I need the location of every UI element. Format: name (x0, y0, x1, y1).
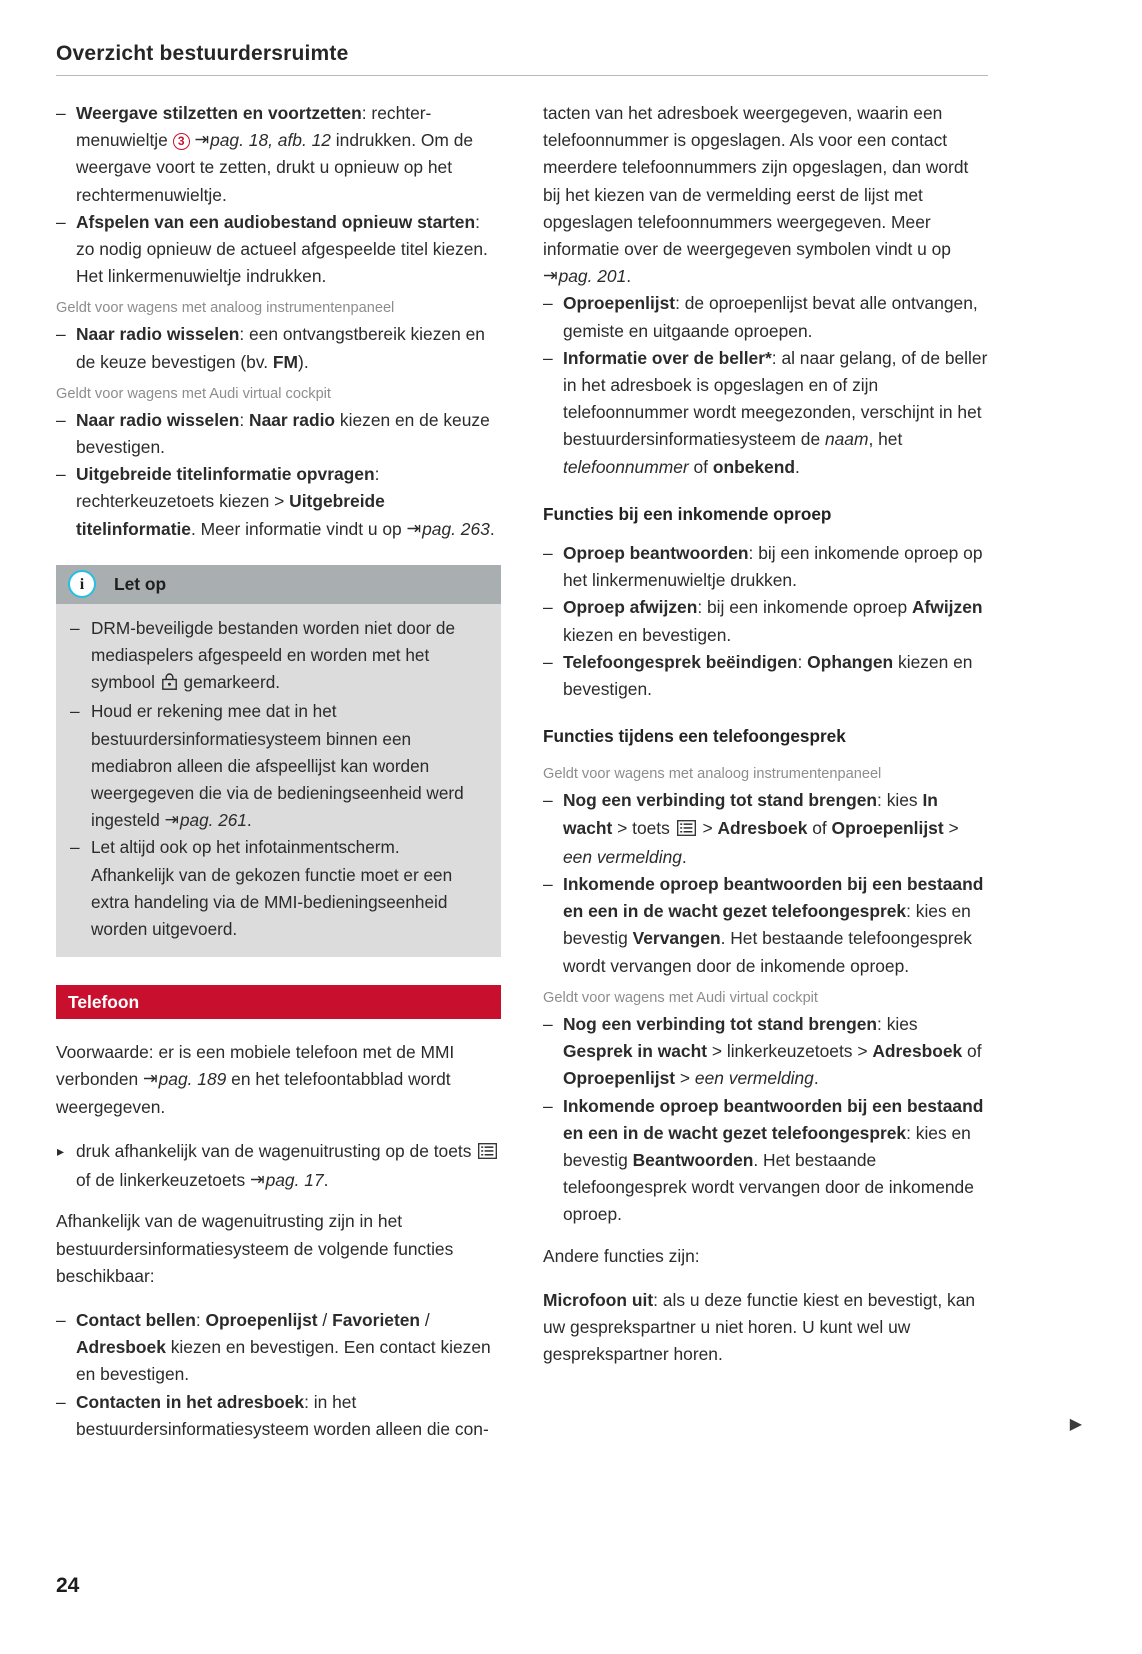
xref-arrow-icon: ⇥ (543, 265, 558, 286)
action-text-end: . (323, 1170, 329, 1191)
bullet-text-end: kiezen en bevestigen. (563, 651, 973, 700)
bullet-text: kies (886, 790, 923, 811)
continuation-paragraph (543, 100, 988, 290)
section-header-telefoon (56, 985, 501, 1019)
right-column (543, 100, 988, 1443)
xref-arrow-icon: ⇥ (194, 129, 210, 150)
microfoon-text: als u deze functie kiest en bevestigt, kan uw gesprekspartner u niet horen. U kunt wel uw gesprekspartner horen. (543, 1289, 976, 1365)
spacer (56, 1194, 501, 1208)
bullet-text: > linkerkeuzetoets > (707, 1041, 873, 1062)
bullet-text-end: ). (298, 351, 309, 372)
xref-arrow-icon: ⇥ (406, 517, 422, 538)
microfoon-uit-paragraph (543, 1287, 988, 1369)
bullet-text-end: kiezen en bevestigen. Een contact kiezen en bevestigen. (76, 1337, 491, 1385)
bullet-text: rechterkeuzetoets kiezen > (76, 491, 290, 512)
bullet-separator: : (771, 347, 782, 368)
bullet-term: Inkomende oproep beantwoorden bij een bestaand en een in de wacht gezet telefoongesprek (563, 874, 984, 922)
bullet-term: Telefoongesprek beëindigen (563, 651, 798, 672)
left-column (56, 100, 501, 1443)
bullet-italic-inline: naam (824, 429, 869, 450)
action-step-list (56, 1138, 501, 1194)
bullet-text: > toets (612, 817, 675, 838)
continuation-text: tacten van het adresboek weergegeven, waarin een telefoonnummer is opgeslagen. Als voor een contact meerdere telefoonnummers zijn opgeslagen, dan wordt bij het kiezen van de vermelding eerst de lijst met opgeslagen telefoonnummers weergegeven. Meer informatie over de weergegeven symbolen vindt u op (543, 103, 969, 260)
xref-arrow-icon: ⇥ (164, 809, 179, 830)
bullet-text: > (675, 1068, 695, 1089)
microfoon-term: Microfoon uit (543, 1289, 654, 1310)
bullet-separator: : (877, 790, 887, 811)
bullet-text: kies en bevestig (563, 901, 971, 949)
page-number: 24 (56, 1574, 80, 1597)
xref-arrow-icon: ⇥ (250, 1169, 265, 1190)
bullet-term: Uitgebreide titelinformatie opvragen (76, 464, 375, 485)
applies-note-cockpit-right: Geldt voor wagens met Audi virtual cockpit (543, 989, 818, 1006)
list-item (70, 698, 485, 834)
bullet-separator: : (906, 901, 916, 922)
bullet-text: / (420, 1309, 430, 1330)
cross-reference (165, 810, 247, 830)
bullet-italic-inline: een vermelding (694, 1068, 814, 1089)
list-item (56, 1389, 501, 1443)
bullet-separator: : (906, 1122, 916, 1143)
bullet-separator: : (675, 293, 685, 314)
page-title: Overzicht bestuurdersruimte (56, 42, 349, 65)
bullet-term: Oproep beantwoorden (563, 543, 749, 564)
bullet-bold-inline: In wacht (563, 790, 938, 838)
continues-arrow-icon: ▶ (1069, 1416, 1082, 1433)
menu-list-icon (478, 1140, 497, 1167)
bullet-term: Naar radio wisselen (76, 324, 240, 345)
note-box-header (56, 565, 501, 604)
microfoon-separator: : (653, 1289, 663, 1310)
bullet-separator: : (697, 597, 707, 618)
bullet-bold-inline: Beantwoorden (632, 1149, 754, 1170)
bullet-text: , het (868, 429, 903, 450)
bullet-separator: : (195, 1309, 206, 1330)
bullet-text: in het bestuurdersinformatiesysteem worden alleen die con- (76, 1391, 489, 1439)
cross-reference (250, 1170, 324, 1190)
bullet-bold-inline: onbekend (712, 456, 795, 477)
bullet-text-end: . (794, 456, 800, 477)
note-bullet-list (70, 615, 485, 943)
bullet-text: bij een inkomende oproep op het linkermenuwieltje drukken. (563, 543, 983, 591)
bullet-text-end: . Het bestaande telefoongesprek wordt vervangen door de inkomende oproep. (563, 928, 972, 976)
bullet-term: Informatie over de beller* (563, 347, 772, 368)
xref-label: pag. 18, afb. 12 (210, 130, 331, 151)
bullet-bold-inline: Oproepenlijst (563, 1068, 676, 1089)
bullet-text-end: . (813, 1068, 819, 1089)
bullet-term: Nog een verbinding tot stand brengen (563, 790, 878, 811)
bullet-bold-inline: Naar radio (249, 409, 336, 430)
left-top-bullet-list (56, 100, 501, 290)
callout-number-3: 3 (173, 133, 190, 150)
bullet-text: rechter-menuwieltje (76, 103, 432, 151)
bullet-bold-inline: Oproepenlijst (205, 1309, 318, 1330)
intro-text: Voorwaarde: er is een mobiele telefoon met de MMI verbonden (56, 1042, 455, 1090)
bullet-separator: : (797, 651, 808, 672)
xref-label: pag. 261 (179, 810, 247, 831)
bullet-term: Oproep afwijzen (563, 597, 698, 618)
bullet-bold-inline: Gesprek in wacht (563, 1041, 708, 1062)
list-item (543, 290, 988, 344)
bullet-text: . Meer informatie vindt u op (190, 518, 407, 539)
bullet-separator: : (304, 1391, 314, 1412)
list-item (543, 787, 988, 871)
bullet-bold-inline: Oproepenlijst (831, 817, 944, 838)
bullet-text: of (807, 817, 832, 838)
bullet-bold-inline: Ophangen (807, 651, 894, 672)
bullet-text: kies en bevestig (563, 1122, 971, 1170)
subheading-during-call: Functies tijdens een telefoongesprek (543, 726, 846, 747)
applies-note-analog-right: Geldt voor wagens met analoog instrumentenpaneel (543, 766, 882, 783)
bullet-text: kies (886, 1013, 918, 1034)
bullet-bold-inline: Afwijzen (911, 597, 983, 618)
xref-arrow-icon: ⇥ (143, 1068, 158, 1089)
bullet-italic-inline: een vermelding (563, 846, 682, 867)
bullet-term: Naar radio wisselen (76, 409, 240, 430)
bullet-text: de oproepenlijst bevat alle ontvangen, gemiste en uitgaande oproepen. (563, 293, 978, 341)
bullet-separator: : (748, 543, 759, 564)
spacer (543, 1229, 988, 1243)
list-item (543, 540, 988, 594)
bullet-text: / (317, 1309, 333, 1330)
other-functions-intro: Andere functies zijn: (543, 1245, 700, 1266)
list-item (70, 834, 485, 943)
list-item (56, 100, 501, 209)
bullet-bold-inline: Favorieten (332, 1309, 421, 1330)
note-text: DRM-beveiligde bestanden worden niet door de mediaspelers afgespeeld en worden met het symbool (91, 617, 456, 693)
section-title: Telefoon (68, 991, 140, 1012)
bullet-italic-inline: telefoonnummer (563, 456, 689, 477)
list-item (56, 1138, 501, 1194)
action-text: of de linkerkeuzetoets (76, 1170, 251, 1191)
xref-label: pag. 17 (265, 1170, 324, 1191)
applies-note-analog: Geldt voor wagens met analoog instrumentenpaneel (56, 300, 395, 317)
bullet-bold-inline: Uitgebreide titelinformatie (76, 491, 385, 539)
intro-text-end: en het telefoontabblad wordt weergegeven. (56, 1069, 451, 1117)
list-item (543, 1011, 988, 1093)
list-item (70, 615, 485, 699)
bullet-bold-inline: Adresboek (76, 1337, 166, 1358)
bullet-text-end: . (489, 518, 495, 539)
action-text: druk afhankelijk van de wagenuitrusting op de toets (76, 1140, 477, 1161)
note-box-title: Let op (114, 573, 167, 594)
bullet-bold-inline: Adresboek (872, 1041, 963, 1062)
bullet-bold-inline: FM (272, 351, 299, 372)
right-cockpit-bullet-list (543, 1011, 988, 1229)
left-functions-bullet-list (56, 1307, 501, 1443)
note-box-body (56, 604, 501, 957)
bullet-text: of (688, 456, 713, 477)
bullet-text: kiezen en de keuze bevestigen. (76, 409, 490, 458)
cross-reference (195, 130, 331, 150)
intro-paragraph (56, 1039, 501, 1121)
bullet-separator: : (239, 324, 250, 345)
page-header (56, 42, 988, 76)
list-item (56, 321, 501, 375)
functions-intro-paragraph: Afhankelijk van de wagenuitrusting zijn in het bestuurdersinformatiesysteem de volgende functies beschikbaar: (56, 1211, 454, 1286)
bullet-text: al naar gelang, of de beller in het adresboek is opgeslagen en of zijn telefoonnummer wordt meegezonden, verschijnt in het bestuurdersinformatiesysteem de (563, 347, 988, 450)
left-analog-bullet-list (56, 321, 501, 375)
bullet-term: Nog een verbinding tot stand brengen (563, 1013, 878, 1034)
list-item (543, 594, 988, 648)
bullet-separator: : (239, 409, 250, 430)
lock-icon (162, 671, 177, 698)
right-top-bullet-list (543, 290, 988, 480)
bullet-separator: : (361, 103, 372, 123)
bullet-text: of (962, 1041, 982, 1062)
list-item (543, 1093, 988, 1229)
note-text: Houd er rekening mee dat in het bestuurdersinformatiesysteem binnen een mediabron alleen die afspeellijst kan worden weergegeven die via de bedieningseenheid werd ingesteld (91, 701, 464, 831)
bullet-text: > (943, 817, 959, 838)
note-box (56, 565, 501, 957)
note-text-end: gemarkeerd. (178, 672, 281, 693)
subheading-incoming-call: Functies bij een inkomende oproep (543, 503, 832, 524)
cross-reference (543, 266, 626, 286)
header-divider (56, 75, 988, 76)
two-column-body (56, 100, 988, 1443)
bullet-term: Oproepenlijst (563, 293, 676, 314)
bullet-bold-inline: Vervangen (632, 928, 721, 949)
note-text-end: . (246, 810, 252, 831)
bullet-text-end: . (681, 846, 687, 867)
list-item (543, 649, 988, 703)
bullet-text: bij een inkomende oproep (706, 597, 912, 618)
list-item (56, 209, 501, 291)
xref-label: pag. 189 (158, 1069, 227, 1090)
cross-reference (407, 519, 490, 539)
list-item (543, 871, 988, 980)
bullet-text-end: kiezen en bevestigen. (563, 624, 732, 645)
bullet-text-end: . Het bestaande telefoongesprek wordt vervangen door de inkomende oproep. (563, 1149, 974, 1225)
menu-list-icon (677, 817, 696, 844)
applies-note-cockpit: Geldt voor wagens met Audi virtual cockpit (56, 385, 331, 402)
bullet-term: Weergave stilzetten en voortzetten (76, 103, 362, 123)
bullet-separator: : (475, 211, 480, 232)
list-item (56, 407, 501, 461)
bullet-text: een ontvangstbereik kiezen en de keuze bevestigen (bv. (76, 324, 485, 372)
bullet-separator: : (374, 464, 380, 485)
info-icon: i (68, 570, 96, 598)
bullet-text: > (697, 817, 718, 838)
continuation-text-end: . (626, 266, 632, 287)
bullet-separator: : (877, 1013, 887, 1034)
bullet-term: Inkomende oproep beantwoorden bij een bestaand en een in de wacht gezet telefoongesprek (563, 1095, 984, 1143)
list-item (56, 1307, 501, 1389)
xref-label: pag. 263 (422, 518, 490, 539)
bullet-term: Contacten in het adresboek (76, 1391, 305, 1412)
bullet-term: Contact bellen (76, 1309, 196, 1330)
right-incoming-bullet-list (543, 540, 988, 703)
xref-label: pag. 201 (558, 266, 627, 287)
bullet-text: zo nodig opnieuw de actueel afgespeelde titel kiezen. Het linkermenuwieltje indrukken. (76, 239, 488, 287)
bullet-bold-inline: Adresboek (717, 817, 808, 838)
bullet-term: Afspelen van een audiobestand opnieuw starten (76, 211, 476, 232)
list-item (543, 345, 988, 481)
list-item (56, 461, 501, 543)
note-text: Let altijd ook op het infotainmentscherm. Afhankelijk van de gekozen functie moet er een extra handeling via de MMI-bedieningseenheid worden uitgevoerd. (91, 837, 453, 940)
cross-reference (143, 1069, 226, 1089)
left-cockpit-bullet-list (56, 407, 501, 543)
right-analog-bullet-list (543, 787, 988, 979)
bullet-text-after: indrukken. Om de weergave voort te zetten, drukt u opnieuw op het rechtermenuwieltje. (76, 130, 474, 205)
